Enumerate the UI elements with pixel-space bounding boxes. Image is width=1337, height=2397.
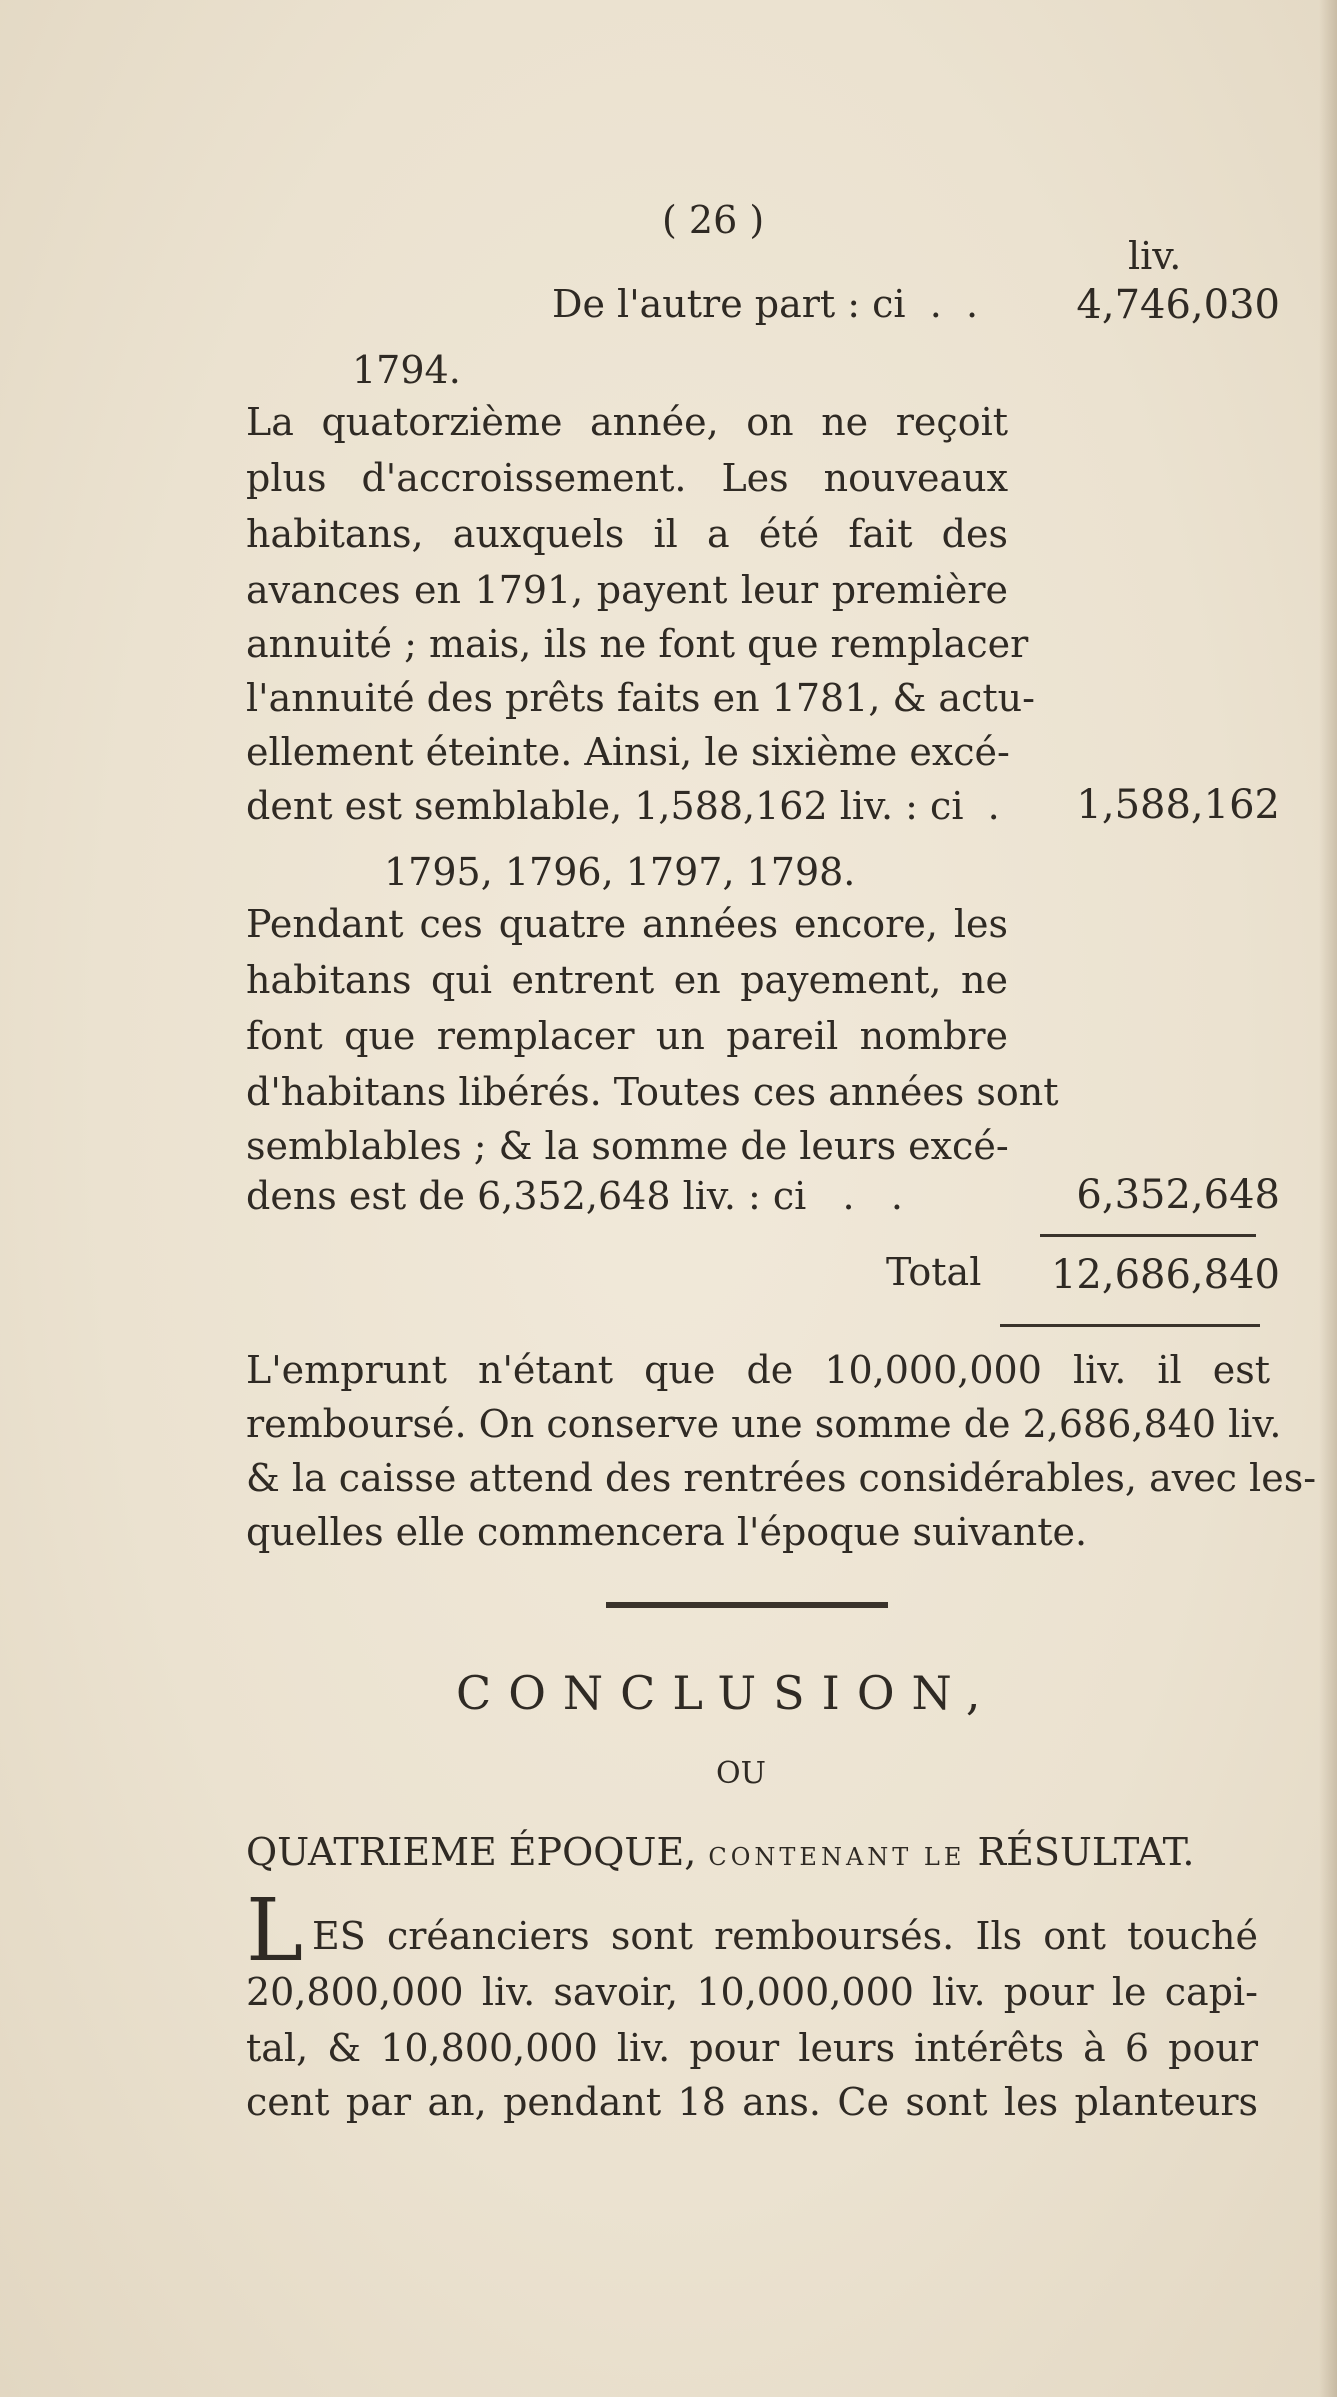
text-line: Pendant ces quatre années encore, les (246, 902, 1008, 946)
text-line: ES créanciers sont remboursés. Ils ont touché (312, 1914, 1258, 1958)
total-rule-bottom (1000, 1324, 1260, 1327)
currency-label: liv. (1128, 234, 1182, 278)
text-line: semblables ; & la somme de leurs excé- (246, 1124, 1009, 1168)
text-line: tal, & 10,800,000 liv. pour leurs intérêts à 6 pour (246, 2026, 1258, 2070)
page-number: ( 26 ) (662, 198, 765, 242)
conclusion-title: CONCLUSION, (456, 1666, 998, 1720)
text-line: ellement éteinte. Ainsi, le sixième excé- (246, 730, 1010, 774)
text-line: L'emprunt n'étant que de 10,000,000 liv. il est (246, 1348, 1270, 1392)
text-line: La quatorzième année, on ne reçoit (246, 400, 1008, 444)
drop-cap: L (246, 1881, 304, 1981)
text-line: annuité ; mais, ils ne font que remplacer (246, 622, 1029, 666)
total-rule-top (1040, 1234, 1256, 1237)
year-heading-1795-1798: 1795, 1796, 1797, 1798. (384, 850, 856, 894)
year-heading-1794: 1794. (352, 348, 461, 392)
carry-forward-text: De l'autre part : ci . . (552, 282, 979, 326)
subtitle-end: RÉSULTAT. (977, 1830, 1195, 1874)
text-line: cent par an, pendant 18 ans. Ce sont les planteurs (246, 2080, 1258, 2124)
text-line: avances en 1791, payent leur première (246, 568, 1008, 612)
text-line: habitans, auxquels il a été fait des (246, 512, 1008, 556)
amount-1794: 1,588,162 (1076, 782, 1280, 828)
text-line: font que remplacer un pareil nombre (246, 1014, 1008, 1058)
conclusion-ou: OU (716, 1756, 766, 1791)
total-label: Total (886, 1250, 982, 1294)
text-line: dent est semblable, 1,588,162 liv. : ci . (246, 784, 1000, 828)
text-line: habitans qui entrent en payement, ne (246, 958, 1008, 1002)
text-line: l'annuité des prêts faits en 1781, & actu- (246, 676, 1035, 720)
text-line: & la caisse attend des rentrées considérables, avec les- (246, 1456, 1317, 1500)
text-line: quelles elle commencera l'époque suivante. (246, 1510, 1088, 1554)
text-line: 20,800,000 liv. savoir, 10,000,000 liv. pour le capi- (246, 1970, 1258, 2014)
section-divider (606, 1602, 888, 1608)
text-line: dens est de 6,352,648 liv. : ci . . (246, 1174, 903, 1218)
subtitle-small-caps: CONTENANT LE (708, 1843, 966, 1871)
text-line: d'habitans libérés. Toutes ces années sont (246, 1070, 1059, 1114)
text-line: plus d'accroissement. Les nouveaux (246, 456, 1008, 500)
amount-1795-1798: 6,352,648 (1076, 1172, 1280, 1218)
total-amount: 12,686,840 (1050, 1252, 1280, 1298)
text-line: remboursé. On conserve une somme de 2,686,840 liv. (246, 1402, 1282, 1446)
carry-forward-amount: 4,746,030 (1076, 282, 1280, 328)
subtitle-main: QUATRIEME ÉPOQUE, (246, 1830, 697, 1874)
conclusion-subtitle (246, 1830, 1194, 1874)
